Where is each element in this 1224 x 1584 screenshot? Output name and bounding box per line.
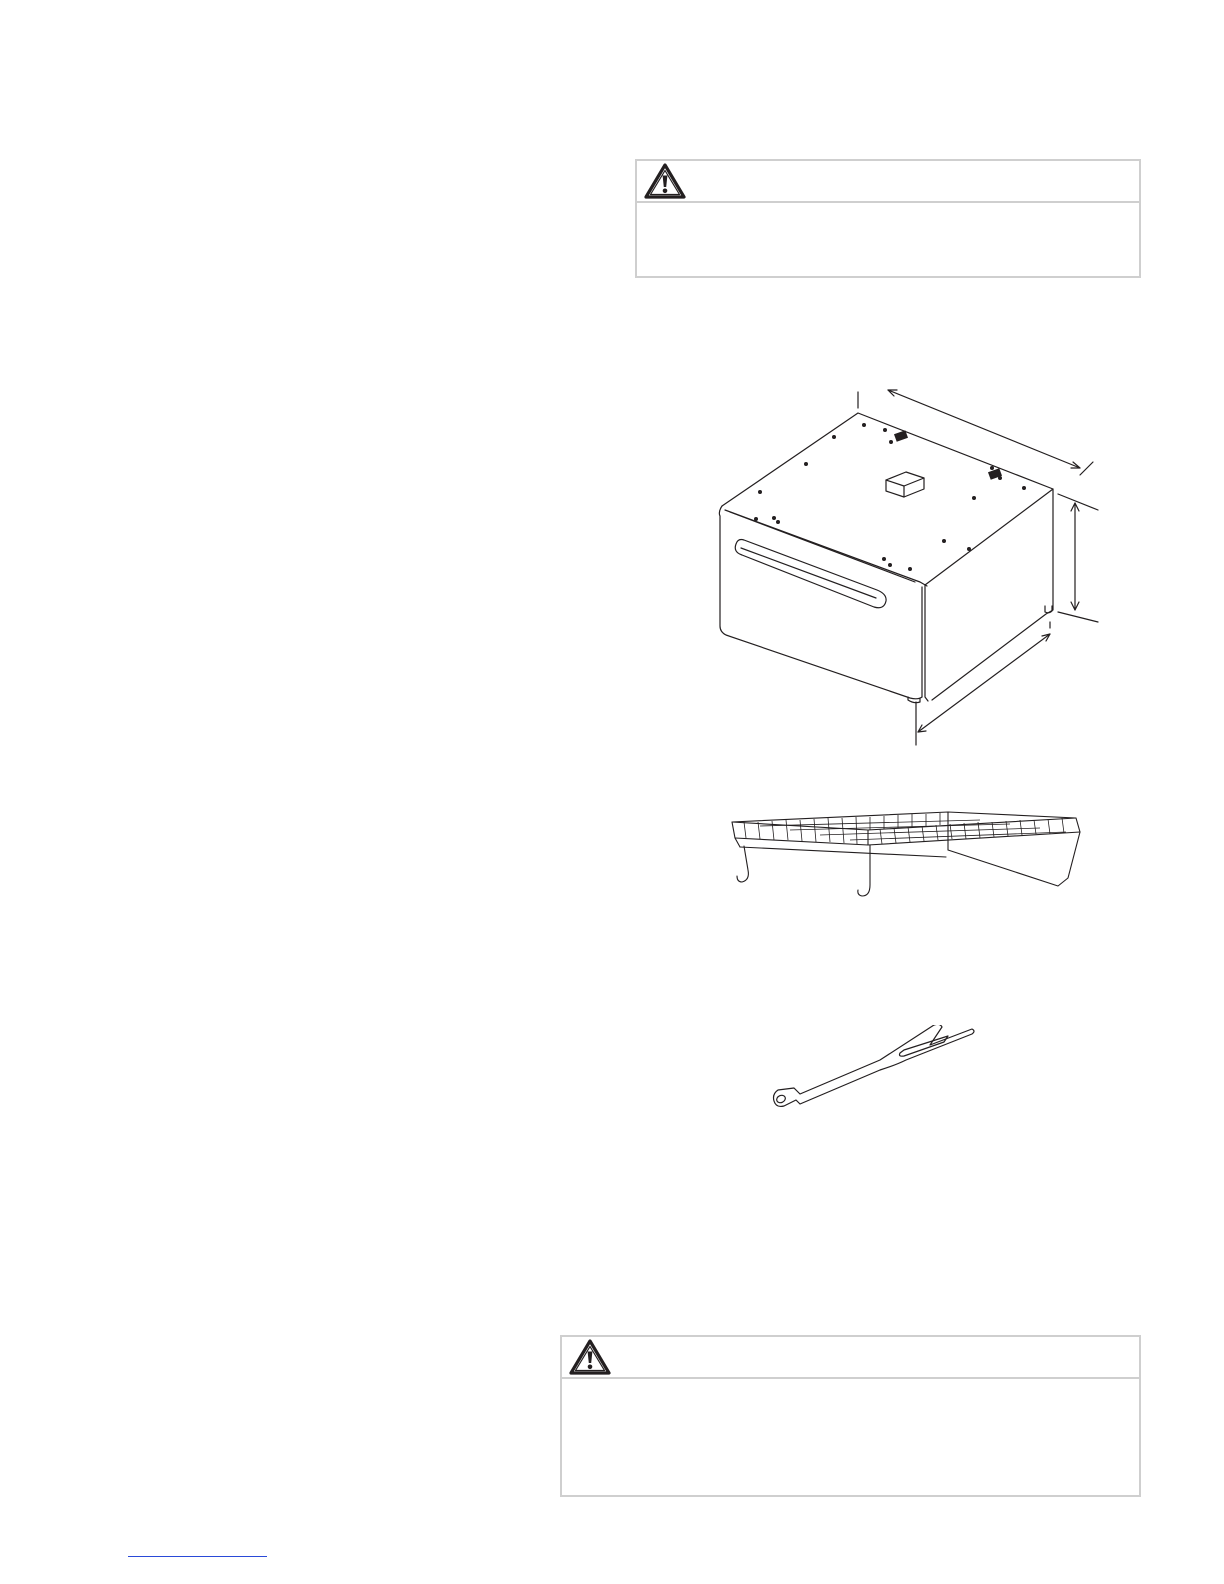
warning-triangle-icon	[643, 162, 687, 200]
footer-link-underline[interactable]	[128, 1556, 267, 1557]
caution-box-header	[637, 161, 1139, 203]
caution-box-top	[635, 159, 1141, 278]
pedestal-drawer-illustration	[710, 380, 1120, 750]
drying-rack-illustration	[720, 810, 1090, 910]
warning-triangle-icon	[568, 1338, 612, 1376]
leveling-wrench-illustration	[765, 1025, 985, 1115]
warning-box-header	[562, 1337, 1139, 1379]
warning-box-bottom	[560, 1335, 1141, 1497]
